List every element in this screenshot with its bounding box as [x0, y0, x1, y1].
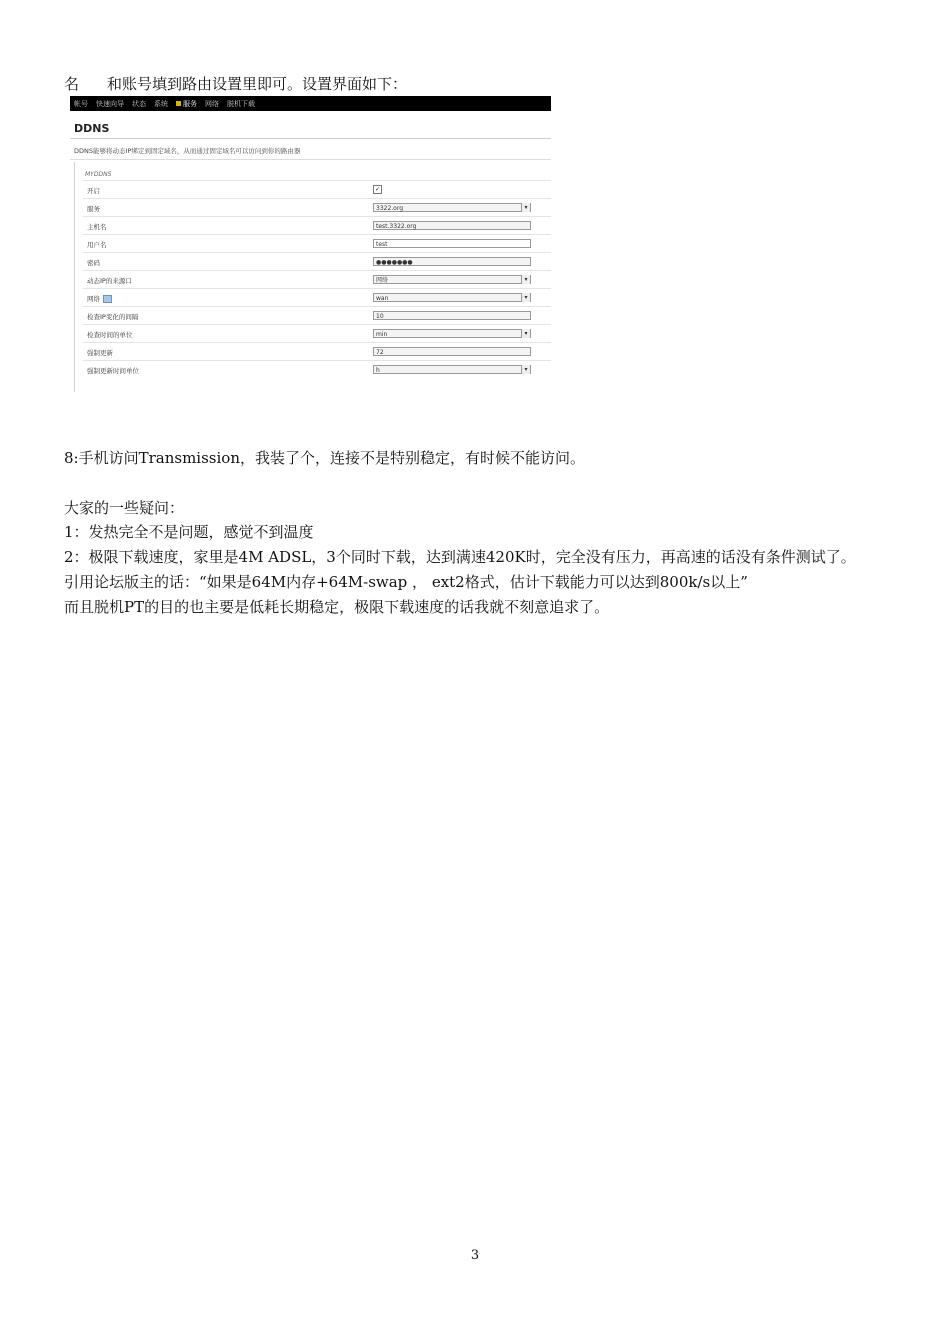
row-force-unit [83, 360, 551, 379]
title-divider [70, 138, 551, 139]
ip-source-select: 网络 ▾ [373, 275, 531, 284]
row-label: 强制更新 [87, 349, 113, 357]
enable-checkbox: ✓ [374, 186, 381, 193]
row-enable [83, 180, 551, 199]
row-hostname [83, 216, 551, 235]
nav-item-services: 服务 [176, 99, 197, 109]
page-number: 3 [470, 1248, 480, 1263]
nav-item-system: 系统 [154, 99, 168, 108]
paragraph-transmission: 8:手机访问Transmission，我装了个，连接不是特别稳定，有时候不能访问。 [64, 449, 585, 467]
ddns-description: DDNS能够将动态IP绑定到固定域名，从而通过固定域名可以访问到你的路由器 [74, 147, 301, 155]
nav-item-network: 网络 [205, 99, 219, 108]
hostname-field: test.3322.org [373, 221, 531, 230]
row-label: 主机名 [87, 223, 107, 231]
row-label: 网络 [87, 294, 112, 303]
row-label: 检查时间的单位 [87, 331, 133, 339]
row-network [83, 288, 551, 307]
nav-item-account: 帐号 [74, 99, 88, 108]
row-label: 服务 [87, 205, 100, 213]
row-service [83, 198, 551, 217]
section-legend: MYDDNS [85, 171, 112, 178]
password-field: ●●●●●●● [373, 257, 531, 266]
check-interval-field: 10 [373, 311, 531, 320]
row-label: 检查IP变化的间隔 [87, 313, 139, 321]
row-check-interval [83, 306, 551, 325]
nav-item-offline-download: 脱机下载 [227, 99, 255, 108]
forum-quote: 引用论坛版主的话：“如果是64M内存+64M-swap ， ext2格式，估计下载能力可以达到800k/s以上” [64, 573, 748, 591]
service-select: 3322.org ▾ [373, 203, 531, 212]
row-label: 用户名 [87, 241, 107, 249]
ddns-title: DDNS [74, 122, 110, 135]
faq-item-1: 1：发热完全不是问题，感觉不到温度 [64, 523, 314, 541]
network-select: wan ▾ [373, 293, 531, 302]
username-field: test [373, 239, 531, 248]
nav-item-status: 状态 [132, 99, 146, 108]
row-label: 动态IP的来源口 [87, 277, 132, 285]
row-ip-source [83, 270, 551, 289]
active-marker-icon [176, 101, 181, 106]
intro-text-end: 和账号填到路由设置里即可。设置界面如下： [107, 75, 408, 93]
row-force-update [83, 342, 551, 361]
row-label: 开启 [87, 187, 100, 195]
row-password [83, 252, 551, 271]
closing-paragraph: 而且脱机PT的目的也主要是低耗长期稳定，极限下载速度的话我就不刻意追求了。 [64, 598, 610, 616]
row-check-unit [83, 324, 551, 343]
row-label: 密码 [87, 259, 100, 267]
myddns-section [74, 162, 551, 392]
faq-heading: 大家的一些疑问： [64, 499, 185, 517]
help-icon [103, 295, 112, 303]
nav-item-wizard: 快速向导 [96, 99, 124, 108]
ddns-screenshot [70, 96, 551, 392]
row-username [83, 234, 551, 253]
check-unit-select: min ▾ [373, 329, 531, 338]
faq-item-2: 2：极限下载速度，家里是4M ADSL，3个同时下载，达到满速420K时，完全没有压力，再高速的话没有条件测试了。 [64, 548, 856, 566]
description-divider [70, 159, 551, 160]
force-unit-select: h ▾ [373, 365, 531, 374]
intro-line [64, 74, 407, 94]
intro-text-start: 名 [64, 75, 80, 93]
router-nav-bar [70, 96, 551, 111]
row-label: 强制更新时间单位 [87, 367, 139, 375]
force-update-field: 72 [373, 347, 531, 356]
